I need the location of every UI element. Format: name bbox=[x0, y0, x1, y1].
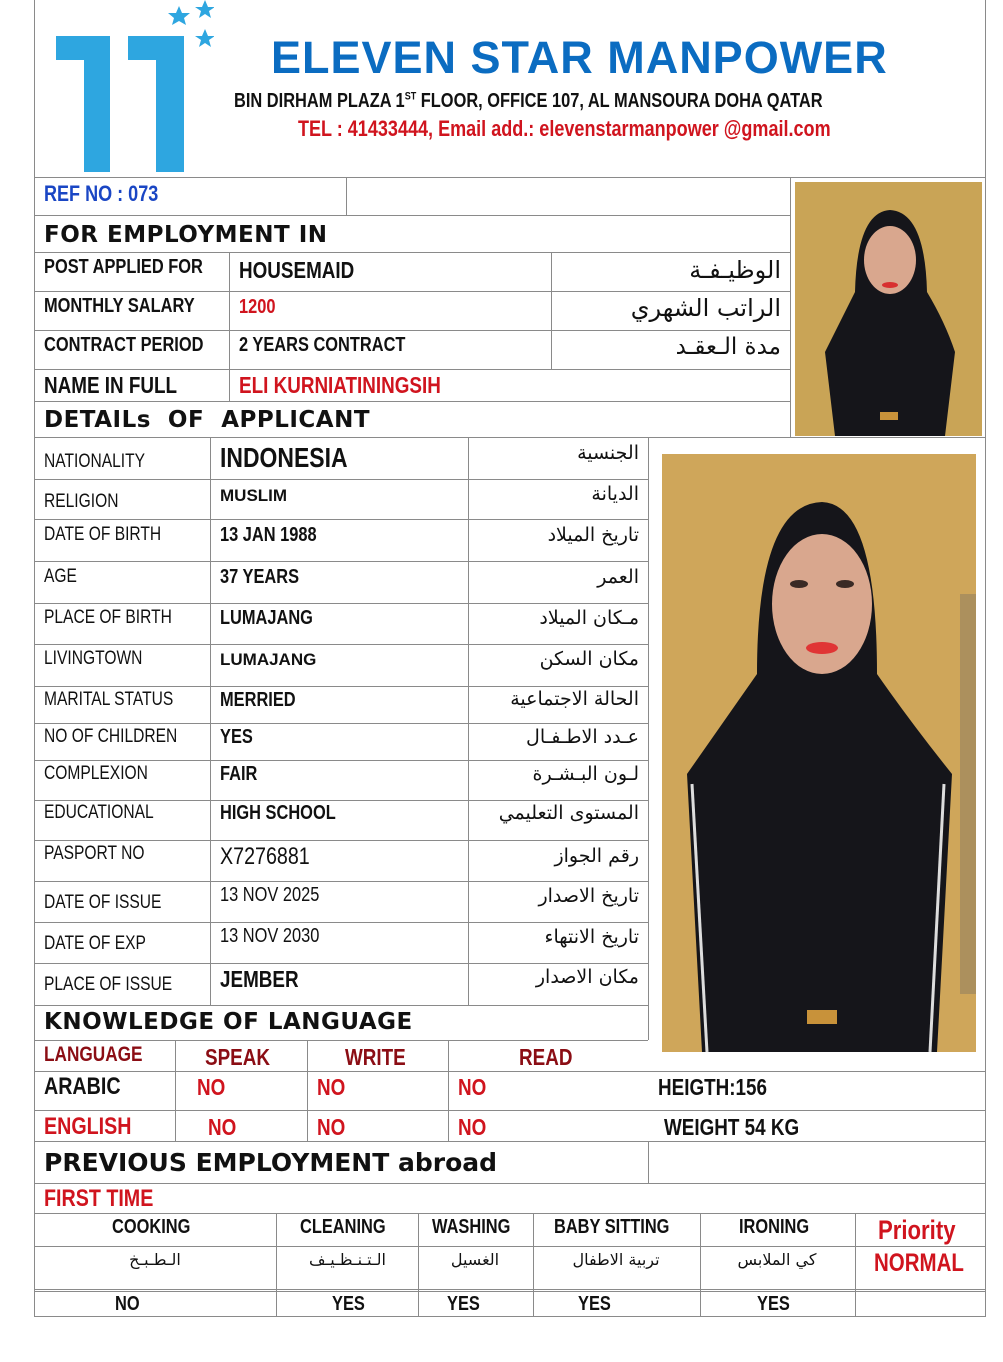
field-arabic: الوظيـفـة bbox=[689, 256, 781, 284]
field-arabic: مكان السكن bbox=[539, 648, 639, 670]
divider bbox=[551, 252, 552, 369]
priority-value: NORMAL bbox=[874, 1249, 964, 1277]
field-value: X7276881 bbox=[220, 843, 310, 870]
divider bbox=[34, 644, 648, 645]
divider bbox=[34, 840, 648, 841]
field-arabic: لـون البـشـرة bbox=[532, 763, 639, 785]
field-value: LUMAJANG bbox=[220, 607, 313, 629]
divider bbox=[34, 1183, 986, 1184]
field-label: EDUCATIONAL bbox=[44, 802, 154, 823]
divider bbox=[346, 177, 347, 215]
skill-ironing-label: IRONING bbox=[739, 1216, 810, 1238]
section-title-language: KNOWLEDGE OF LANGUAGE bbox=[44, 1009, 413, 1035]
skill-babysitting-value: YES bbox=[578, 1293, 611, 1315]
field-arabic: تاريخ الانتهاء bbox=[544, 926, 639, 948]
field-value: 13 JAN 1988 bbox=[220, 524, 317, 546]
skill-washing-value: YES bbox=[447, 1293, 480, 1315]
employment-status: FIRST TIME bbox=[44, 1185, 154, 1212]
priority-label: Priority bbox=[878, 1215, 956, 1245]
frame-right bbox=[985, 0, 986, 1316]
field-value: MERRIED bbox=[220, 689, 296, 711]
field-label: LIVINGTOWN bbox=[44, 648, 143, 669]
column-header: WRITE bbox=[345, 1044, 406, 1070]
skill-babysitting-arabic: تربية الاطفال bbox=[572, 1250, 660, 1269]
field-arabic: الحالة الاجتماعية bbox=[510, 688, 639, 710]
portrait-icon bbox=[795, 182, 982, 436]
divider bbox=[34, 1213, 986, 1214]
skill-cooking-label: COOKING bbox=[112, 1216, 191, 1238]
field-label: PASPORT NO bbox=[44, 843, 145, 864]
skill-cooking-value: NO bbox=[115, 1293, 140, 1315]
field-value: 37 YEARS bbox=[220, 566, 300, 588]
speak-value: NO bbox=[208, 1114, 237, 1140]
company-name: ELEVEN STAR MANPOWER bbox=[271, 32, 888, 83]
field-label: POST APPLIED FOR bbox=[44, 256, 203, 278]
field-arabic: تاريخ الميلاد bbox=[547, 524, 639, 546]
divider bbox=[700, 1213, 701, 1316]
divider bbox=[34, 437, 986, 438]
field-value: 2 YEARS CONTRACT bbox=[239, 334, 406, 356]
company-logo bbox=[44, 0, 214, 175]
field-arabic: مدة الـعقـد bbox=[675, 334, 781, 360]
eleven-star-logo-icon bbox=[44, 0, 214, 175]
skill-ironing-value: YES bbox=[757, 1293, 790, 1315]
skill-cleaning-arabic: الـتـنـظـيـف bbox=[309, 1250, 386, 1269]
divider bbox=[34, 760, 648, 761]
weight-value: WEIGHT 54 KG bbox=[664, 1114, 800, 1140]
field-arabic: مـكان الميلاد bbox=[539, 607, 639, 629]
divider bbox=[34, 1040, 648, 1041]
field-label: RELIGION bbox=[44, 491, 119, 512]
field-arabic: المستوى التعليمي bbox=[498, 802, 639, 824]
divider bbox=[34, 519, 648, 520]
frame-left bbox=[34, 0, 35, 1316]
read-value: NO bbox=[458, 1114, 487, 1140]
portrait-icon bbox=[662, 454, 976, 1052]
divider bbox=[34, 723, 648, 724]
divider bbox=[34, 177, 986, 178]
divider bbox=[34, 1246, 986, 1247]
skill-washing-label: WASHING bbox=[432, 1216, 511, 1238]
field-label: MARITAL STATUS bbox=[44, 689, 174, 710]
speak-value: NO bbox=[197, 1074, 226, 1100]
divider bbox=[34, 1289, 986, 1290]
field-arabic: تاريخ الاصدار bbox=[538, 885, 639, 907]
divider bbox=[34, 215, 790, 216]
applicant-photo-small bbox=[795, 182, 982, 436]
field-label: NATIONALITY bbox=[44, 451, 146, 472]
field-value: JEMBER bbox=[220, 966, 299, 992]
divider bbox=[34, 401, 790, 402]
divider bbox=[34, 1291, 986, 1292]
company-contact: TEL : 41433444, Email add.: elevenstarmanpower @gmail.com bbox=[298, 116, 831, 141]
divider bbox=[34, 369, 790, 370]
divider bbox=[34, 1316, 986, 1317]
divider bbox=[855, 1213, 856, 1316]
field-arabic: رقم الجواز bbox=[554, 845, 639, 867]
field-label: DATE OF BIRTH bbox=[44, 524, 162, 545]
divider bbox=[648, 1141, 649, 1183]
skill-washing-arabic: الغسيل bbox=[450, 1250, 500, 1269]
divider bbox=[229, 252, 230, 401]
column-header: LANGUAGE bbox=[44, 1043, 143, 1066]
divider bbox=[34, 603, 648, 604]
field-value: 13 NOV 2025 bbox=[220, 884, 320, 906]
field-value: HIGH SCHOOL bbox=[220, 802, 336, 824]
divider bbox=[34, 922, 648, 923]
divider bbox=[307, 1040, 308, 1141]
divider bbox=[175, 1040, 176, 1141]
divider bbox=[34, 1141, 986, 1142]
divider bbox=[533, 1213, 534, 1316]
section-title-employment: FOR EMPLOYMENT IN bbox=[44, 222, 328, 248]
divider bbox=[34, 881, 648, 882]
divider bbox=[790, 177, 791, 437]
language-name: ENGLISH bbox=[44, 1113, 132, 1140]
skill-cleaning-value: YES bbox=[332, 1293, 365, 1315]
company-address: BIN DIRHAM PLAZA 1ST FLOOR, OFFICE 107, AL MANSOURA DOHA QATAR bbox=[234, 90, 823, 112]
language-name: ARABIC bbox=[44, 1073, 121, 1100]
divider bbox=[34, 1110, 986, 1111]
skill-ironing-arabic: كي الملابس bbox=[737, 1250, 817, 1269]
divider bbox=[648, 437, 649, 1040]
field-label: PLACE OF BIRTH bbox=[44, 607, 172, 628]
field-value: YES bbox=[220, 726, 253, 748]
field-label: AGE bbox=[44, 566, 77, 587]
field-arabic: مكان الاصدار bbox=[535, 966, 639, 988]
divider bbox=[34, 291, 790, 292]
field-label: NAME IN FULL bbox=[44, 372, 178, 398]
height-value: HEIGTH:156 bbox=[658, 1074, 768, 1100]
field-value: 1200 bbox=[239, 296, 276, 318]
field-label: CONTRACT PERIOD bbox=[44, 334, 204, 356]
skill-babysitting-label: BABY SITTING bbox=[554, 1216, 670, 1238]
field-arabic: الديانة bbox=[591, 483, 639, 505]
divider bbox=[34, 1005, 648, 1006]
field-arabic: عـدد الاطـفـال bbox=[526, 726, 639, 748]
divider bbox=[468, 437, 469, 1005]
field-arabic: العمر bbox=[597, 566, 639, 588]
field-label: COMPLEXION bbox=[44, 763, 148, 784]
ref-number: REF NO : 073 bbox=[44, 181, 159, 206]
field-value: MUSLIM bbox=[220, 486, 288, 505]
read-value: NO bbox=[458, 1074, 487, 1100]
divider bbox=[34, 800, 648, 801]
field-label: PLACE OF ISSUE bbox=[44, 974, 173, 995]
header bbox=[34, 0, 986, 178]
divider bbox=[34, 330, 790, 331]
skill-cleaning-label: CLEANING bbox=[300, 1216, 386, 1238]
field-arabic: الراتب الشهري bbox=[630, 294, 781, 322]
field-arabic: الجنسية bbox=[577, 442, 639, 464]
write-value: NO bbox=[317, 1114, 346, 1140]
column-header: READ bbox=[519, 1044, 573, 1070]
section-title-previous-employment: PREVIOUS EMPLOYMENT abroad bbox=[44, 1148, 498, 1177]
divider bbox=[34, 963, 648, 964]
divider bbox=[276, 1213, 277, 1316]
divider bbox=[34, 252, 790, 253]
field-label: MONTHLY SALARY bbox=[44, 295, 195, 317]
field-value: INDONESIA bbox=[220, 442, 348, 473]
divider bbox=[34, 479, 648, 480]
field-label: DATE OF ISSUE bbox=[44, 892, 162, 913]
divider bbox=[34, 561, 648, 562]
field-value: 13 NOV 2030 bbox=[220, 925, 320, 947]
divider bbox=[448, 1040, 449, 1141]
applicant-name: ELI KURNIATININGSIH bbox=[239, 372, 441, 398]
skill-cooking-arabic: الـطـبـخ bbox=[129, 1250, 181, 1269]
field-value: HOUSEMAID bbox=[239, 257, 355, 283]
field-value: FAIR bbox=[220, 763, 258, 785]
applicant-photo-large bbox=[662, 454, 976, 1052]
write-value: NO bbox=[317, 1074, 346, 1100]
field-label: NO OF CHILDREN bbox=[44, 726, 178, 747]
field-label: DATE OF EXP bbox=[44, 933, 146, 954]
column-header: SPEAK bbox=[205, 1044, 270, 1070]
field-value: LUMAJANG bbox=[220, 650, 317, 669]
divider bbox=[34, 1071, 986, 1072]
divider bbox=[34, 686, 648, 687]
divider bbox=[418, 1213, 419, 1316]
divider bbox=[210, 437, 211, 1005]
section-title-details: DETAILs OF APPLICANT bbox=[44, 407, 371, 433]
